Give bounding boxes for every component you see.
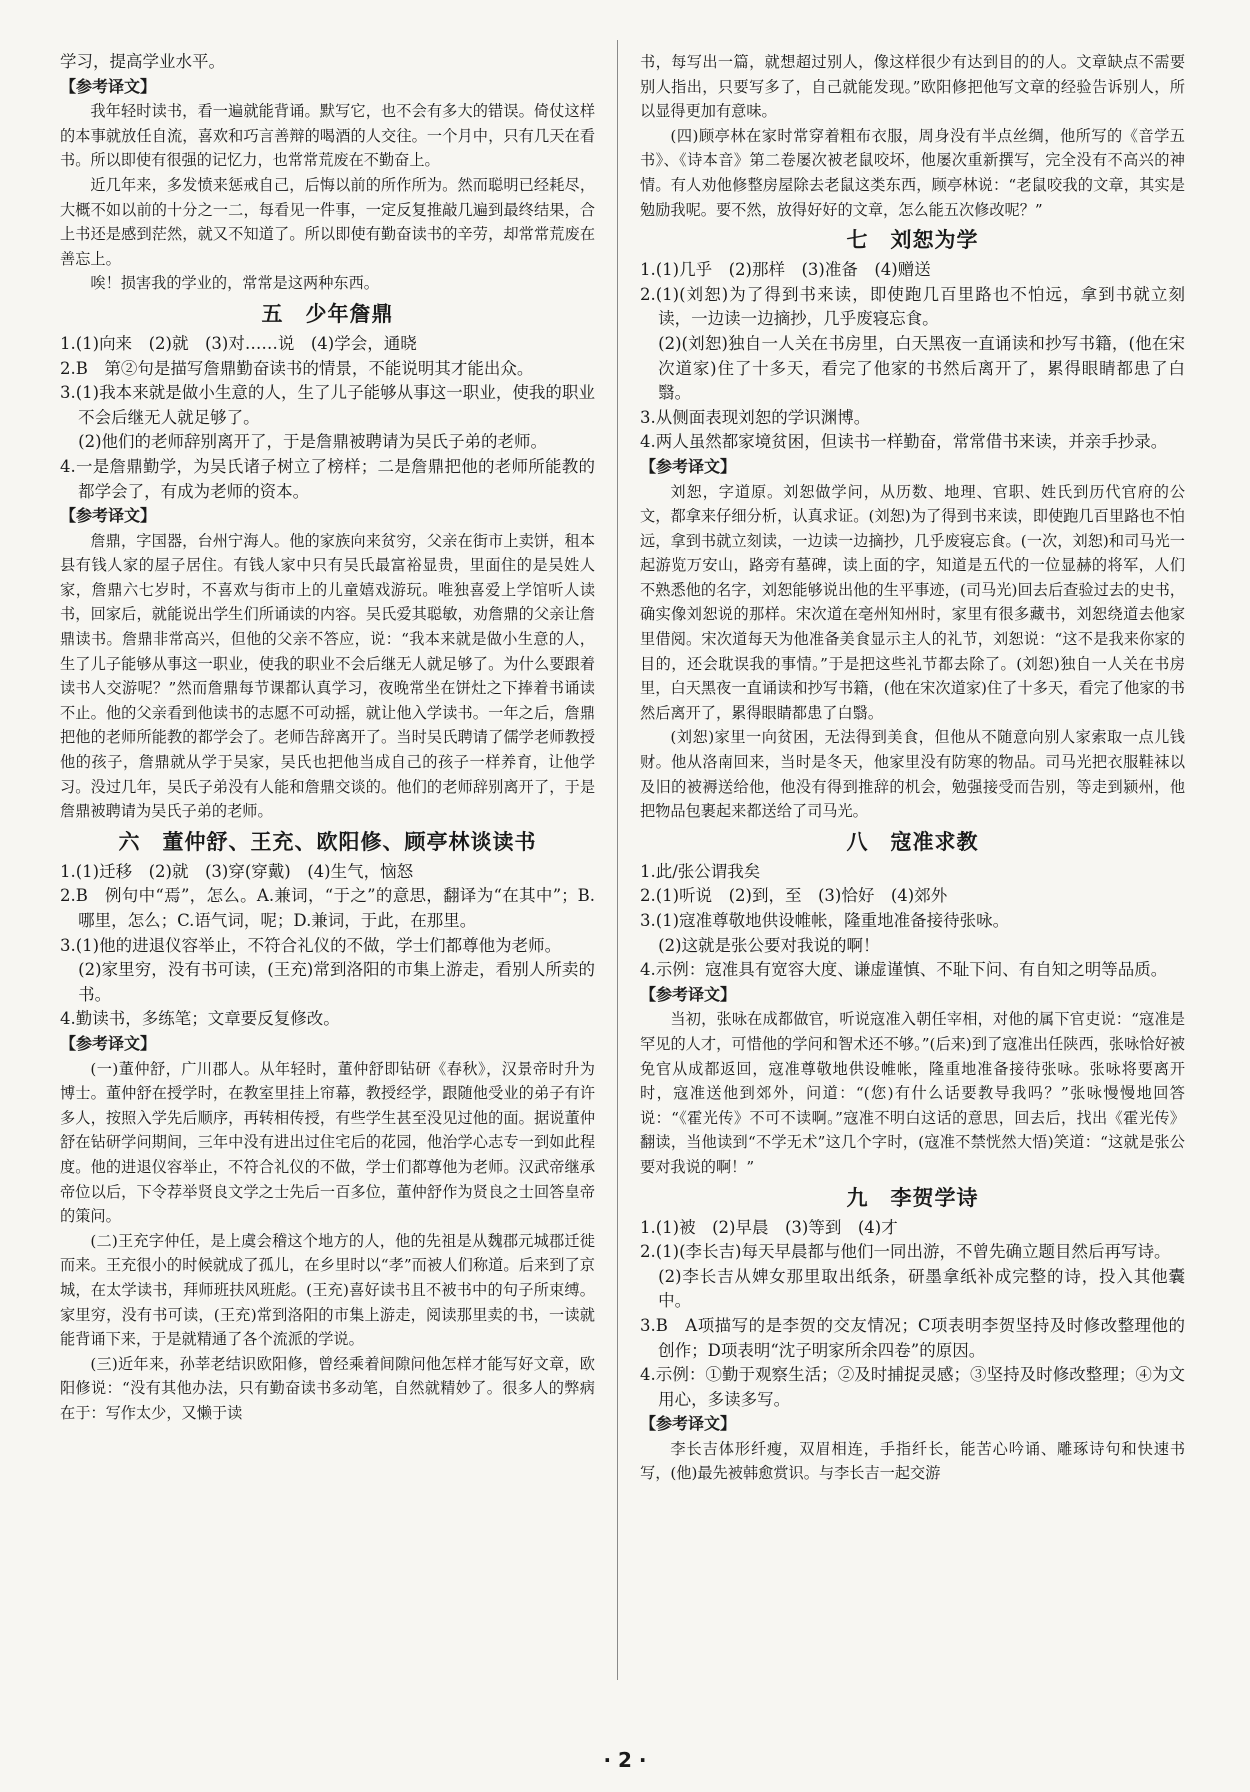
text-paragraph: 詹鼎，字国器，台州宁海人。他的家族向来贫穷，父亲在街市上卖饼，租本县有钱人家的屋子居住。有钱人家中只有吴氏最富裕显贵，里面住的是吴姓人家，詹鼎六七岁时，不喜欢与街市上的儿童嬉戏游玩。唯独喜爱上学馆听人读书，回家后，就能说出学生们所诵读的内容。吴氏爱其聪敏，劝詹鼎的父亲让詹鼎读书。詹鼎非常高兴，但他的父亲不答应，说：“我本来就是做小生意的人，生了儿子能够从事这一职业，使我的职业不会后继无人就足够了。为什么要跟着读书人交游呢？”然而詹鼎每节课都认真学习，夜晚常坐在饼灶之下捧着书诵读不止。他的父亲看到他读书的志愿不可动摇，就让他入学读书。一年之后，詹鼎把他的老师所能教的都学会了。老师告辞离开了。当时吴氏聘请了儒学老师教授他的孩子，詹鼎就从学于吴家，吴氏也把他当成自己的孩子一样养育，让他学习。没过几年，吴氏子弟没有人能和詹鼎交谈的。他们的老师辞别离开了，于是詹鼎被聘请为吴氏子弟的老师。 bbox=[60, 531, 595, 821]
text-paragraph: (2)这就是张公要对我说的啊！ bbox=[658, 935, 880, 955]
reference-translation-label: 【参考译文】 bbox=[60, 1033, 157, 1053]
reference-translation-label: 【参考译文】 bbox=[60, 506, 157, 526]
text-paragraph: 学习，提高学业水平。 bbox=[60, 52, 225, 71]
text-paragraph: 2.B 例句中“焉”，怎么。A.兼词，“于之”的意思，翻译为“在其中”；B.哪里，怎么；C.语气词，呢；D.兼词，于此，在那里。 bbox=[60, 886, 595, 930]
text-paragraph: 4.一是詹鼎勤学，为吴氏诸子树立了榜样；二是詹鼎把他的老师所能教的都学会了，有成为老师的资本。 bbox=[60, 456, 595, 501]
reference-translation-label: 【参考译文】 bbox=[640, 1414, 737, 1434]
right-column bbox=[640, 50, 1185, 1486]
section-heading: 七 刘恕为学 bbox=[846, 228, 979, 253]
section-heading: 八 寇准求教 bbox=[846, 829, 979, 854]
reference-translation-label: 【参考译文】 bbox=[640, 984, 737, 1004]
text-paragraph: (2)他们的老师辞别离开了，于是詹鼎被聘请为吴氏子弟的老师。 bbox=[78, 432, 548, 452]
text-paragraph: 1.此/张公谓我矣 bbox=[640, 861, 761, 881]
text-paragraph: 李长吉体形纤瘦，双眉相连，手指纤长，能苦心吟诵、雕琢诗句和快速书写，(他)最先被韩愈赏识。与李长吉一起交游 bbox=[640, 1439, 1185, 1483]
text-paragraph: (刘恕)家里一向贫困，无法得到美食，但他从不随意向别人家索取一点儿钱财。他从洛南回来，当时是冬天，他家里没有防寒的物品。司马光把衣服鞋袜以及旧的被褥送给他，他没有得到推辞的机会，勉强接受而告别，等走到颍州，他把物品包裹起来都送给了司马光。 bbox=[640, 728, 1185, 821]
reference-translation-label: 【参考译文】 bbox=[60, 76, 157, 96]
text-paragraph: (2)(刘恕)独自一人关在书房里，白天黑夜一直诵读和抄写书籍，(他在宋次道家)住了十多天，看完了他家的书然后离开了，累得眼睛都患了白翳。 bbox=[658, 333, 1185, 403]
text-paragraph: (2)李长吉从婢女那里取出纸条，研墨拿纸补成完整的诗，投入其他囊中。 bbox=[658, 1266, 1185, 1311]
text-paragraph: 3.(1)寇准尊敬地供设帷帐，隆重地准备接待张咏。 bbox=[640, 911, 1010, 930]
text-paragraph: 3.(1)他的进退仪容举止，不符合礼仪的不做，学士们都尊他为老师。 bbox=[60, 935, 562, 955]
text-paragraph: 我年轻时读书，看一遍就能背诵。默写它，也不会有多大的错误。倚仗这样的本事就放任自流，喜欢和巧言善辩的喝酒的人交往。一个月中，只有几天在看书。所以即使有很强的记忆力，也常常荒废在不勤奋上。 bbox=[60, 102, 595, 170]
text-paragraph: 当初，张咏在成都做官，听说寇准入朝任宰相，对他的属下官吏说：“寇准是罕见的人才，可惜他的学问和智术还不够。”(后来)到了寇准出任陕西，张咏恰好被免官从成都返回，寇准尊敬地供设帷帐，隆重地准备接待张咏。张咏将要离开时，寇准送他到郊外，问道：“(您)有什么话要教导我吗？”张咏慢慢地回答说：“《霍光传》不可不读啊。”寇准不明白这话的意思，回去后，找出《霍光传》翻读，当他读到“不学无术”这几个字时，(寇准不禁恍然大悟)笑道：“这就是张公要对我说的啊！” bbox=[640, 1010, 1185, 1176]
text-paragraph: 1.(1)几乎 (2)那样 (3)准备 (4)赠送 bbox=[640, 260, 931, 280]
left-column bbox=[60, 50, 595, 1425]
text-paragraph: 2.(1)(李长吉)每天早晨都与他们一同出游，不曾先确立题目然后再写诗。 bbox=[640, 1242, 1171, 1262]
text-paragraph: 3.从侧面表现刘恕的学识渊博。 bbox=[640, 407, 871, 427]
text-paragraph: (三)近年来，孙莘老结识欧阳修，曾经乘着间隙问他怎样才能写好文章，欧阳修说：“没有其他办法，只有勤奋读书多动笔，自然就精妙了。很多人的弊病在于：写作太少，又懒于读 bbox=[60, 1354, 595, 1422]
reference-translation-label: 【参考译文】 bbox=[640, 456, 737, 476]
text-paragraph: 书，每写出一篇，就想超过别人，像这样很少有达到目的的人。文章缺点不需要别人指出，只要写多了，自己就能发现。”欧阳修把他写文章的经验告诉别人，所以显得更加有意味。 bbox=[640, 53, 1185, 121]
text-paragraph: 4.示例：寇准具有宽容大度、谦虚谨慎、不耻下问、有自知之明等品质。 bbox=[640, 960, 1168, 980]
text-paragraph: (二)王充字仲任，是上虞会稽这个地方的人，他的先祖是从魏郡元城郡迁徙而来。王充很小的时候就成了孤儿，在乡里时以“孝”而被人们称道。后来到了京城，在太学读书，拜师班扶风班彪。(王充)喜好读书且不被书中的句子所束缚。家里穷，没有书可读，(王充)常到洛阳的市集上游走，阅读那里卖的书，一读就能背诵下来，于是就精通了各个流派的学说。 bbox=[60, 1231, 595, 1349]
text-paragraph: (四)顾亭林在家时常穿着粗布衣服，周身没有半点丝绸，他所写的《音学五书》、《诗本音》第二卷屡次被老鼠咬坏，他屡次重新撰写，完全没有不高兴的神情。有人劝他修整房屋除去老鼠这类东西，顾亭林说：“老鼠咬我的文章，其实是勉励我呢。要不然，放得好好的文章，怎么能五次修改呢？” bbox=[640, 126, 1185, 219]
text-paragraph: (2)家里穷，没有书可读，(王充)常到洛阳的市集上游走，看别人所卖的书。 bbox=[78, 960, 595, 1004]
text-paragraph: 2.B 第②句是描写詹鼎勤奋读书的情景，不能说明其才能出众。 bbox=[60, 358, 534, 378]
text-paragraph: 2.(1)(刘恕)为了得到书来读，即使跑几百里路也不怕远，拿到书就立刻读，一边读一边摘抄，几乎废寝忘食。 bbox=[640, 284, 1185, 329]
text-paragraph: 唉！损害我的学业的，常常是这两种东西。 bbox=[90, 274, 379, 293]
text-paragraph: 3.B A项描写的是李贺的交友情况；C项表明李贺坚持及时修改整理他的创作；D项表明“沈子明家所余四卷”的原因。 bbox=[640, 1315, 1185, 1360]
text-paragraph: 4.示例：①勤于观察生活；②及时捕捉灵感；③坚持及时修改整理；④为文用心，多读多写。 bbox=[640, 1365, 1185, 1409]
text-paragraph: 1.(1)迁移 (2)就 (3)穿(穿戴) (4)生气，恼怒 bbox=[60, 861, 414, 881]
text-paragraph: 4.两人虽然都家境贫困，但读书一样勤奋，常常借书来读，并亲手抄录。 bbox=[640, 432, 1168, 452]
text-paragraph: 刘恕，字道原。刘恕做学问，从历数、地理、官职、姓氏到历代官府的公文，都拿来仔细分析，认真求证。(刘恕)为了得到书来读，即使跑几百里路也不怕远，拿到书就立刻读，一边读一边摘抄，几乎废寝忘食。(一次，刘恕)和司马光一起游览万安山，路旁有墓碑，读上面的字，知道是五代的一位显赫的将军，人们不熟悉他的名字，刘恕能够说出他的生平事迹，(司马光)回去后查验过去的史书，确实像刘恕说的那样。宋次道在亳州知州时，家里有很多藏书，刘恕绕道去他家里借阅。宋次道每天为他准备美食显示主人的礼节，刘恕说：“这不是我来你家的目的，还会耽误我的事情。”于是把这些礼节都去除了。(刘恕)独自一人关在书房里，白天黑夜一直诵读和抄写书籍，(他在宋次道家)住了十多天，看完了他家的书然后离开了，累得眼睛都患了白翳。 bbox=[640, 482, 1185, 722]
text-paragraph: 1.(1)向来 (2)就 (3)对……说 (4)学会，通晓 bbox=[60, 333, 417, 353]
text-paragraph: 1.(1)被 (2)早晨 (3)等到 (4)才 bbox=[640, 1217, 898, 1237]
text-paragraph: 3.(1)我本来就是做小生意的人，生了儿子能够从事这一职业，使我的职业不会后继无人就足够了。 bbox=[60, 383, 595, 427]
text-paragraph: 2.(1)听说 (2)到，至 (3)恰好 (4)郊外 bbox=[640, 886, 948, 906]
page-number: · 2 · bbox=[603, 1748, 647, 1772]
section-heading: 九 李贺学诗 bbox=[846, 1185, 979, 1210]
section-heading: 五 少年詹鼎 bbox=[261, 301, 394, 326]
column-divider bbox=[617, 40, 618, 1680]
text-paragraph: 4.勤读书，多练笔；文章要反复修改。 bbox=[60, 1009, 340, 1029]
section-heading: 六 董仲舒、王充、欧阳修、顾亭林谈读书 bbox=[118, 829, 537, 854]
text-paragraph: (一)董仲舒，广川郡人。从年轻时，董仲舒即钻研《春秋》，汉景帝时升为博士。董仲舒在授学时，在教室里挂上帘幕，教授经学，跟随他受业的弟子有许多人，按照入学先后顺序，再转相传授，有些学生甚至没见过他的面。据说董仲舒在钻研学问期间，三年中没有进出过住宅后的花园，他治学心志专一到如此程度。他的进退仪容举止，不符合礼仪的不做，学士们都尊他为老师。汉武帝继承帝位以后，下令荐举贤良文学之士先后一百多位，董仲舒作为贤良之士回答皇帝的策问。 bbox=[60, 1059, 595, 1226]
text-paragraph: 近几年来，多发愤来惩戒自己，后悔以前的所作所为。然而聪明已经耗尽，大概不如以前的十分之一二，每看见一件事，一定反复推敲几遍到最终结果，合上书还是感到茫然，就又不知道了。所以即使有勤奋读书的辛劳，却常常荒废在善忘上。 bbox=[60, 175, 595, 268]
